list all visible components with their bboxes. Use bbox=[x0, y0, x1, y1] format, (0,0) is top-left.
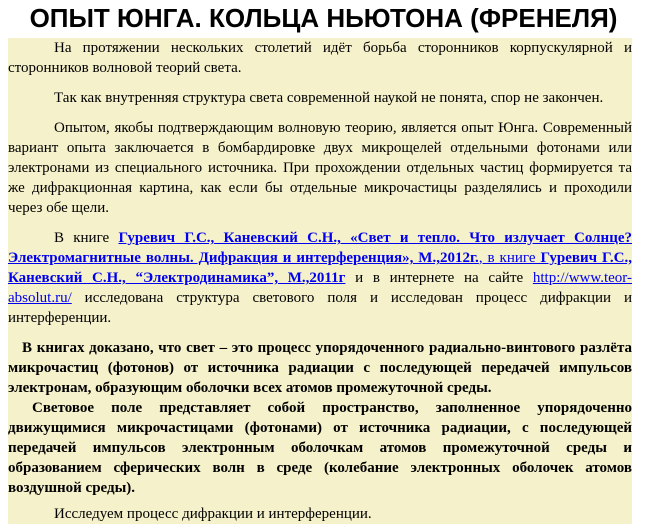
books-internet-text: и в интернете на сайте bbox=[345, 270, 533, 286]
paragraph-conclusion: Исследуем процесс дифракции и интерференции. bbox=[54, 506, 372, 522]
article-body bbox=[8, 38, 632, 524]
books-separator-text: , в книге bbox=[478, 250, 541, 266]
paragraph-books bbox=[8, 228, 632, 328]
paragraph-dispute: Так как внутренняя структура света современной наукой не понята, спор не закончен. bbox=[54, 90, 604, 106]
page-title: ОПЫТ ЮНГА. КОЛЬЦА НЬЮТОНА (ФРЕНЕЛЯ) bbox=[29, 3, 618, 33]
book-link-electrodynamics[interactable]: Гуревич Г.С., Каневский С.Н., “Электродинамика”, М.,2011г bbox=[8, 250, 632, 286]
site-link[interactable]: http://www.teor-absolut.ru/ bbox=[8, 270, 633, 306]
books-tail-text: исследована структура светового поля и исследован процесс дифракции и интерференции. bbox=[8, 290, 632, 326]
paragraph-young-experiment: Опытом, якобы подтверждающим волновую теорию, является опыт Юнга. Современный вариант опыта заключается в бомбардировке двух микрощелей отдельными фотонами или электронами из специального источника. При прохождении отдельных частиц формируется та же дифракционная картина, как если бы отдельные микрочастицы разделялись и проходили через обе щели. bbox=[8, 120, 632, 216]
paragraph-intro: На протяжении нескольких столетий идёт борьба сторонников корпускулярной и сторонников волновой теорий света. bbox=[8, 40, 632, 76]
paragraph-proof: В книгах доказано, что свет – это процесс упорядоченного радиально-винтового разлёта микрочастиц (фотонов) от источника радиации с последующей передачей импульсов электронам, образующим оболочки всех атомов промежуточной среды. bbox=[8, 340, 632, 396]
paragraph-light-field: Световое поле представляет собой пространство, заполненное упорядоченно движущимися микрочастицами (фотонами) от источника радиации, с последующей передачей импульсов электронным оболочкам атомов промежуточной среды и образованием сферических волн в среде (колебание электронных оболочек атомов воздушной среды). bbox=[8, 400, 632, 496]
books-lead-text: В книге bbox=[54, 230, 119, 246]
book-link-light-and-heat[interactable]: Гуревич Г.С., Каневский С.Н., «Свет и тепло. Что излучает Солнце? Электромагнитные волны. Дифракция и интерференция», М.,2012г. bbox=[8, 230, 632, 266]
